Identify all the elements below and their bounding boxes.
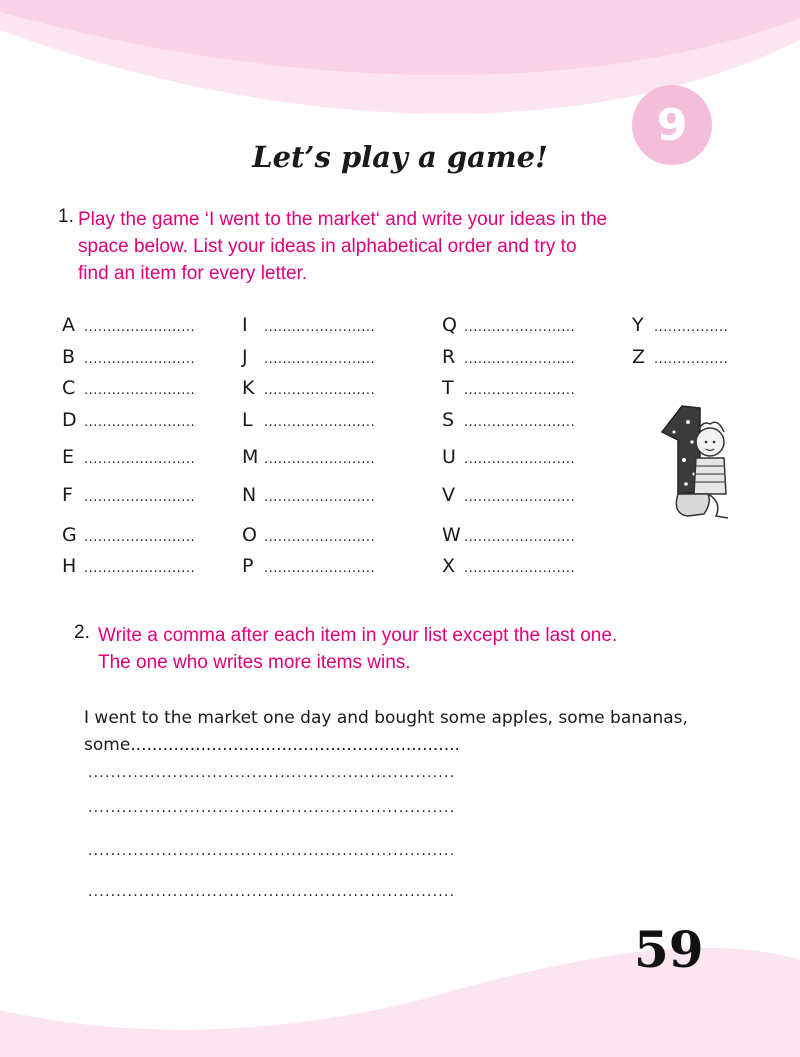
- answer-dots: ................: [654, 320, 729, 335]
- answer-dots: ........................: [264, 383, 376, 398]
- answer-dots: ........................: [84, 452, 196, 467]
- answer-dots: ........................: [84, 490, 196, 505]
- answer-dots: ........................: [84, 561, 196, 576]
- answer-dots: ........................: [264, 320, 376, 335]
- page-title: Let’s play a game!: [252, 140, 548, 174]
- letter: B: [62, 346, 76, 368]
- answer-dots: ........................: [464, 320, 576, 335]
- child-with-number-one-illustration: [648, 402, 732, 522]
- page-number: 59: [634, 920, 704, 979]
- letter: U: [442, 446, 456, 468]
- exercise-1-number: 1.: [58, 206, 74, 227]
- letter: J: [242, 346, 248, 368]
- answer-dots: ................: [654, 352, 729, 367]
- letter-row-u[interactable]: [442, 446, 575, 468]
- letter: H: [62, 555, 77, 577]
- exercise-2-instruction: Write a comma after each item in your list except the last one. The one who writes more items wins.: [98, 625, 618, 673]
- letter: D: [62, 409, 77, 431]
- answer-dots: ........................: [264, 415, 376, 430]
- answer-dots: ........................: [84, 383, 196, 398]
- answer-dots: ........................: [464, 383, 576, 398]
- exercise-2-number: 2.: [74, 622, 90, 643]
- letter: P: [242, 555, 254, 577]
- letter: Z: [632, 346, 646, 368]
- letter: I: [242, 314, 248, 336]
- exercise-2: [74, 622, 774, 676]
- letter: N: [242, 484, 257, 506]
- answer-dots: ........................: [264, 452, 376, 467]
- answer-dots: ........................: [464, 561, 576, 576]
- letter-row-j[interactable]: [242, 346, 375, 368]
- answer-dots: ........................: [84, 352, 196, 367]
- letter-row-s[interactable]: [442, 409, 575, 431]
- letter: Y: [632, 314, 644, 336]
- letter-row-m[interactable]: [242, 446, 375, 468]
- letter-row-f[interactable]: [62, 484, 195, 506]
- letter: G: [62, 524, 77, 546]
- answer-dots: ........................: [84, 415, 196, 430]
- answer-dots: ........................: [264, 530, 376, 545]
- letter: Q: [442, 314, 457, 336]
- writing-line[interactable]: .................................................................: [88, 765, 456, 781]
- letter-row-d[interactable]: [62, 409, 195, 431]
- letter-row-z[interactable]: [632, 346, 728, 368]
- letter-row-g[interactable]: [62, 524, 195, 546]
- answer-dots: ........................: [464, 530, 576, 545]
- letter-row-e[interactable]: [62, 446, 195, 468]
- answer-dots: ........................: [264, 561, 376, 576]
- letter: E: [62, 446, 75, 468]
- letter: C: [62, 377, 76, 399]
- letter-row-o[interactable]: [242, 524, 375, 546]
- answer-dots: ........................: [464, 415, 576, 430]
- answer-dots: ........................: [84, 320, 196, 335]
- writing-line[interactable]: .................................................................: [88, 800, 456, 816]
- letter-row-c[interactable]: [62, 377, 195, 399]
- unit-number: 9: [656, 99, 688, 151]
- answer-dots: ........................: [264, 352, 376, 367]
- letter: V: [442, 484, 455, 506]
- writing-line[interactable]: .................................................................: [88, 884, 456, 900]
- letter-row-v[interactable]: [442, 484, 575, 506]
- letter: O: [242, 524, 257, 546]
- letter-row-w[interactable]: [442, 524, 575, 546]
- letter-row-l[interactable]: [242, 409, 375, 431]
- exercise-1-instruction: Play the game ‘I went to the market‘ and write your ideas in the space below. List your ideas in alphabetical order and try to find an item for every letter.: [78, 209, 608, 284]
- letter: S: [442, 409, 455, 431]
- letter-row-b[interactable]: [62, 346, 195, 368]
- answer-dots: ........................: [464, 490, 576, 505]
- letter-row-x[interactable]: [442, 555, 575, 577]
- writing-prompt[interactable]: I went to the market one day and bought some apples, some bananas, some.............................................................: [84, 708, 688, 755]
- letter: M: [242, 446, 259, 468]
- letter: A: [62, 314, 75, 336]
- letter-row-h[interactable]: [62, 555, 195, 577]
- exercise-1: [58, 206, 778, 287]
- letter-row-y[interactable]: [632, 314, 728, 336]
- letter: T: [442, 377, 454, 399]
- letter-row-p[interactable]: [242, 555, 375, 577]
- letter-row-q[interactable]: [442, 314, 575, 336]
- letter: K: [242, 377, 255, 399]
- letter-row-i[interactable]: [242, 314, 375, 336]
- letter: F: [62, 484, 73, 506]
- letter-row-t[interactable]: [442, 377, 575, 399]
- letter: R: [442, 346, 456, 368]
- answer-dots: ........................: [464, 352, 576, 367]
- letter-row-r[interactable]: [442, 346, 575, 368]
- answer-dots: ........................: [84, 530, 196, 545]
- letter-row-n[interactable]: [242, 484, 375, 506]
- answer-dots: ........................: [264, 490, 376, 505]
- letter-row-k[interactable]: [242, 377, 375, 399]
- answer-dots: ........................: [464, 452, 576, 467]
- letter: L: [242, 409, 253, 431]
- letter-row-a[interactable]: [62, 314, 195, 336]
- letter: X: [442, 555, 456, 577]
- letter: W: [442, 524, 461, 546]
- writing-line[interactable]: .................................................................: [88, 843, 456, 859]
